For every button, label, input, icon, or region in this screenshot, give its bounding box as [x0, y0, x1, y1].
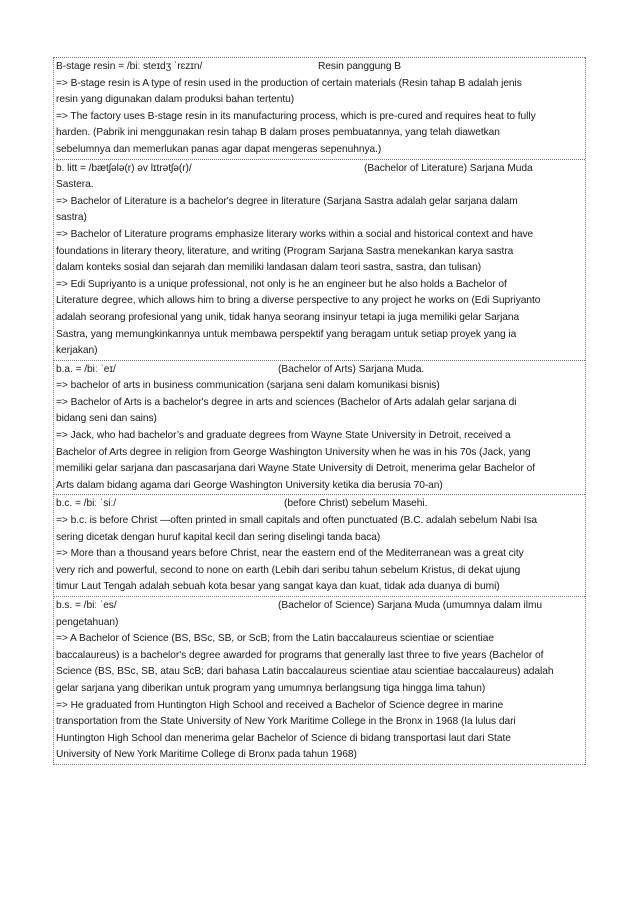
line-text: Sastra, yang memungkinkannya untuk membawa perspektif yang beragam untuk setiap proyek yang ia [56, 328, 517, 340]
entry-text-line [56, 395, 583, 412]
headword-translation: Resin panggung B [318, 61, 402, 72]
entry-text-line [56, 227, 583, 244]
entry-text-line [56, 76, 583, 93]
line-text: => Jack, who had bachelor’s and graduate degrees from Wayne State University in Detroit, received a [56, 430, 511, 442]
entry-text-line [56, 310, 583, 327]
entry-text-line [56, 714, 583, 731]
line-text: resin yang digunakan dalam produksi bahan tertentu) [56, 94, 295, 106]
headword-pronunciation: b.s. = /biː ˈes/ [56, 600, 117, 611]
entry-text-line [56, 461, 583, 478]
line-text: => B-stage resin is A type of resin used in the production of certain materials (Resin tahap B adalah jenis [56, 77, 522, 89]
line-text: pengetahuan) [56, 616, 119, 628]
entry-b-stage-resin [54, 57, 585, 159]
entry-text-line [56, 579, 583, 596]
line-text: Sastera. [56, 179, 94, 191]
line-text: Literature degree, which allows him to bring a diverse perspective to any project he works on (Edi Supriyanto [56, 295, 541, 307]
entry-text-line [56, 327, 583, 344]
line-text: transportation from the State University of New York Maritime College in the Bronx in 1968 (Ia lulus dari [56, 716, 516, 728]
entry-text-line [56, 260, 583, 277]
line-text: timur Laut Tengah adalah sebuah kota besar yang sangat kaya dan kuat, tidak ada duanya di bumi) [56, 581, 500, 593]
entry-b-litt [54, 159, 585, 360]
line-text: => b.c. is before Christ —often printed in small capitals and often punctuated (B.C. adalah sebelum Nabi Isa [56, 515, 538, 527]
entry-b-a [54, 360, 585, 495]
headword-translation: (Bachelor of Science) Sarjana Muda (umumnya dalam ilmu [278, 600, 542, 611]
entry-text-line [56, 513, 583, 530]
line-text: kerjakan) [56, 345, 98, 357]
line-text: dalam konteks sosial dan sejarah dan memiliki landasan dalam teori sastra, sastra, dan tulisan) [56, 262, 482, 274]
glossary-table [53, 57, 586, 765]
entry-text-line [56, 428, 583, 445]
headword-pronunciation: b.c. = /biː ˈsiː/ [56, 498, 117, 510]
entry-text-line [56, 664, 583, 681]
line-text: => bachelor of arts in business communication (sarjana seni dalam komunikasi bisnis) [56, 380, 440, 392]
entry-headword-line [56, 59, 583, 76]
line-text: foundations in literary theory, literature, and writing (Program Sarjana Sastra menekankan karya sastra [56, 245, 514, 257]
entry-text-line [56, 747, 583, 764]
entry-text-line [56, 244, 583, 261]
line-text: => The factory uses B-stage resin in its manufacturing process, which is pre-cured and requires heat to fully [56, 110, 536, 122]
entry-text-line [56, 293, 583, 310]
entry-b-c [54, 494, 585, 596]
line-text: gelar sarjana yang diberikan untuk program yang umumnya berlangsung tiga hingga lima tahun) [56, 682, 486, 694]
line-text: Science (BS, BSc, SB, atau ScB; dari bahasa Latin baccalaureus scientiae atau scientiae baccalaureus) adalah [56, 666, 554, 678]
headword-translation: (Bachelor of Arts) Sarjana Muda. [278, 363, 425, 375]
entry-text-line [56, 698, 583, 715]
entry-text-line [56, 109, 583, 126]
line-text: very rich and powerful, second to none on earth (Lebih dari seribu tahun sebelum Kristus, di dekat ujung [56, 564, 521, 576]
line-text: => More than a thousand years before Christ, near the eastern end of the Mediterranean was a great city [56, 548, 524, 560]
entry-headword-line [56, 496, 583, 513]
entry-text-line [56, 563, 583, 580]
entry-text-line [56, 731, 583, 748]
headword-translation: (Bachelor of Literature) Sarjana Muda [364, 162, 533, 174]
entry-text-line [56, 478, 583, 495]
line-text: baccalaureus) is a bachelor's degree awarded for programs that generally last three to five years (Bachelor of [56, 649, 544, 661]
entry-headword-line [56, 362, 583, 379]
line-text: Huntington High School dan menerima gelar Bachelor of Science di bidang transportasi laut dari State [56, 732, 511, 744]
line-text: University of New York Maritime College di Bronx pada tahun 1968) [56, 749, 357, 761]
entry-text-line [56, 681, 583, 698]
line-text: Bachelor of Arts degree in religion from George Washington University when he was in his 70s (Jack, yang [56, 446, 531, 458]
entry-text-line [56, 546, 583, 563]
headword-translation: (before Christ) sebelum Masehi. [284, 498, 428, 510]
entry-text-line [56, 343, 583, 360]
entry-text-line [56, 411, 583, 428]
line-text: => Edi Supriyanto is a unique professional, not only is he an engineer but he also holds a Bachelor of [56, 278, 507, 290]
entry-headword-line [56, 598, 583, 615]
line-text: => He graduated from Huntington High School and received a Bachelor of Science degree in marine [56, 699, 504, 711]
entry-text-line [56, 530, 583, 547]
entry-text-line [56, 125, 583, 142]
line-text: => Bachelor of Arts is a bachelor's degree in arts and sciences (Bachelor of Arts adalah gelar sarjana di [56, 396, 517, 408]
line-text: adalah seorang profesional yang unik, tidak hanya seorang insinyur tetapi ia juga memiliki gelar Sarjana [56, 311, 520, 323]
entry-text-line [56, 142, 583, 159]
entry-text-line [56, 177, 583, 194]
entry-text-line [56, 194, 583, 211]
entry-text-line [56, 631, 583, 648]
line-text: => A Bachelor of Science (BS, BSc, SB, or ScB; from the Latin baccalaureus scientiae or scientiae [56, 633, 494, 645]
headword-pronunciation: b.a. = /biː ˈeɪ/ [56, 363, 116, 375]
entry-text-line [56, 210, 583, 227]
line-text: => Bachelor of Literature is a bachelor's degree in literature (Sarjana Sastra adalah gelar sarjana dalam [56, 195, 518, 207]
line-text: harden. (Pabrik ini menggunakan resin tahap B dalam proses pembuatannya, yang telah diawetkan [56, 127, 500, 139]
line-text: memiliki gelar sarjana dan pascasarjana dari Wayne State University di Detroit, menerima gelar Bachelor of [56, 463, 536, 475]
line-text: sebelumnya dan memerlukan panas agar dapat mengeras sepenuhnya.) [56, 143, 382, 155]
line-text: sering dicetak dengan huruf kapital kecil dan sering diselingi tanda baca) [56, 531, 381, 543]
headword-pronunciation: B-stage resin = /biː steɪdʒ ˈrɛzɪn/ [56, 61, 203, 72]
line-text: => Bachelor of Literature programs emphasize literary works within a social and historical context and have [56, 228, 534, 240]
headword-pronunciation: b. litt = /bætʃələ(r) əv lɪtrətʃə(r)/ [56, 162, 192, 174]
entry-text-line [56, 648, 583, 665]
entry-text-line [56, 378, 583, 395]
entry-text-line [56, 615, 583, 632]
entry-text-line [56, 445, 583, 462]
line-text: bidang seni dan sains) [56, 413, 157, 425]
line-text: Arts dalam bidang agama dari George Washington University ketika dia berusia 70-an) [56, 479, 443, 491]
line-text: sastra) [56, 212, 87, 224]
entry-b-s [54, 596, 585, 765]
entry-headword-line [56, 161, 583, 178]
entry-text-line [56, 277, 583, 294]
entry-text-line [56, 92, 583, 109]
